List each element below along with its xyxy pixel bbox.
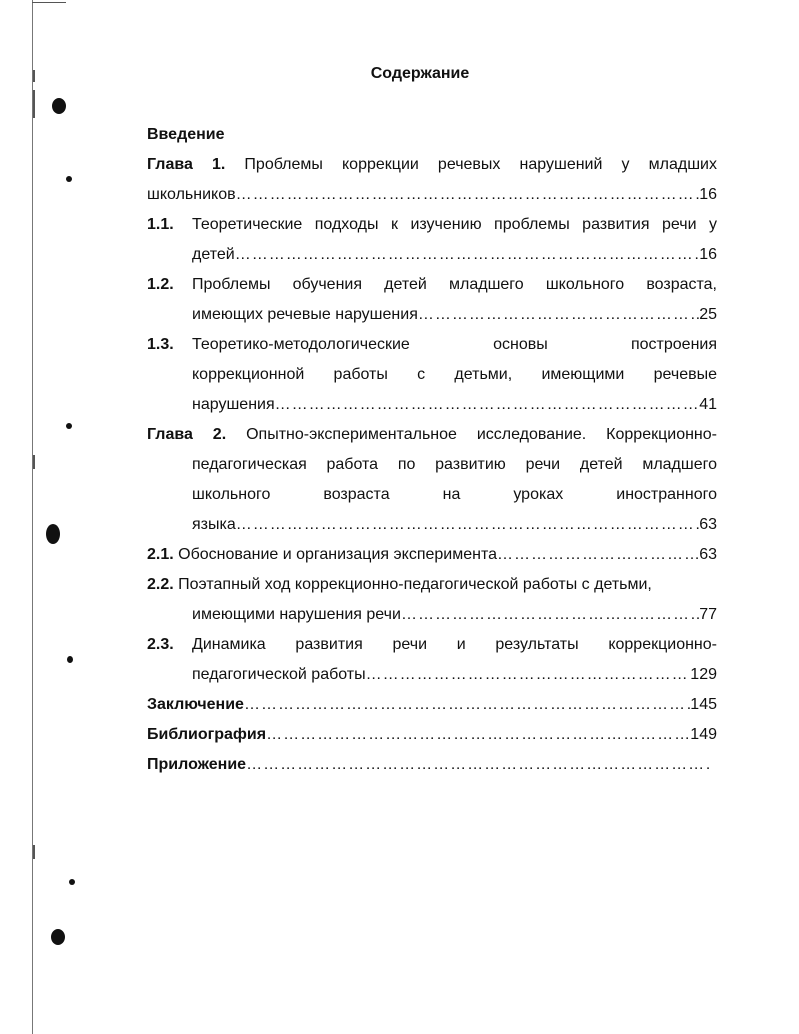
toc-conclusion <box>147 690 717 720</box>
scan-mark <box>33 845 35 859</box>
leader-dots <box>236 510 699 540</box>
section-title-cont: педагогической работы <box>192 666 366 683</box>
chapter-title-cont: педагогическая работа по развитию речи детей младшего <box>192 456 717 473</box>
section-number: 2.3. <box>147 636 174 653</box>
leader-dots <box>401 600 699 630</box>
toc-section-1-2 <box>147 270 717 300</box>
page-title: Содержание <box>370 65 470 82</box>
toc-section-2-2 <box>147 570 717 600</box>
scan-speck <box>69 879 75 885</box>
page-number: 25 <box>699 306 717 323</box>
section-title: Динамика развития речи и результаты коррекционно- <box>192 636 717 653</box>
toc-section-2-3 <box>147 630 717 660</box>
scan-mark <box>33 455 35 469</box>
toc-chapter-2-cont <box>147 510 717 540</box>
page-edge-line <box>32 0 33 1034</box>
chapter-label: Глава 1. <box>147 156 226 173</box>
page-number: 149 <box>690 726 717 743</box>
section-title-cont: коррекционной работы с детьми, имеющими речевые <box>192 366 717 383</box>
appendix-title: Приложение <box>147 756 247 773</box>
chapter-label: Глава 2. <box>147 426 227 443</box>
chapter-title-cont: школьников <box>147 186 236 203</box>
section-title: Проблемы обучения детей младшего школьного возраста, <box>192 276 717 293</box>
toc-chapter-2-cont <box>147 480 717 510</box>
section-number: 1.2. <box>147 276 174 293</box>
section-number: 2.2. <box>147 576 174 593</box>
section-title: Обоснование и организация эксперимента <box>178 546 498 563</box>
leader-dots <box>244 690 690 720</box>
toc-section-1-3 <box>147 330 717 360</box>
page-corner-line <box>32 2 66 3</box>
page-number: 63 <box>699 516 717 533</box>
section-title-cont: нарушения <box>192 396 275 413</box>
scan-speck <box>67 656 73 663</box>
scan-mark <box>33 90 35 118</box>
toc-section-2-1 <box>147 540 717 570</box>
toc-appendix <box>147 750 712 780</box>
page-number: 145 <box>690 696 717 713</box>
toc-section-2-3-cont <box>147 660 717 690</box>
page-number: 63 <box>699 546 717 563</box>
section-title-cont: детей <box>192 246 235 263</box>
leader-dots <box>275 390 700 420</box>
toc-bibliography <box>147 720 717 750</box>
toc-section-2-2-cont <box>147 600 717 630</box>
page-number: 16 <box>699 186 717 203</box>
toc-intro: Введение <box>147 126 225 143</box>
toc-chapter-1-cont <box>147 180 717 210</box>
scan-speck <box>66 176 72 182</box>
chapter-title: Проблемы коррекции речевых нарушений у младших <box>244 156 717 173</box>
toc-section-1-2-cont <box>147 300 717 330</box>
chapter-title-cont: языка <box>192 516 236 533</box>
section-title: Поэтапный ход коррекционно-педагогической работы с детьми, <box>178 576 652 593</box>
table-of-contents <box>147 120 717 780</box>
conclusion-title: Заключение <box>147 696 244 713</box>
toc-chapter-2 <box>147 420 717 450</box>
leader-dots <box>497 540 699 570</box>
section-number: 1.1. <box>147 216 174 233</box>
section-title-cont: имеющими нарушения речи <box>192 606 401 623</box>
section-title: Теоретические подходы к изучению проблемы развития речи у <box>192 216 717 233</box>
toc-section-1-3-cont <box>147 360 717 390</box>
page-number: 77 <box>699 606 717 623</box>
toc-chapter-1 <box>147 150 717 180</box>
section-number: 2.1. <box>147 546 174 563</box>
leader-dots <box>235 240 700 270</box>
leader-dots <box>366 660 691 690</box>
chapter-title-cont: школьного возраста на уроках иностранного <box>192 486 717 503</box>
section-number: 1.3. <box>147 336 174 353</box>
page-number: 41 <box>699 396 717 413</box>
section-title-cont: имеющих речевые нарушения <box>192 306 418 323</box>
leader-dots <box>418 300 699 330</box>
chapter-title: Опытно-экспериментальное исследование. Коррекционно- <box>246 426 717 443</box>
leader-dots <box>246 750 712 780</box>
scan-speck <box>66 423 72 429</box>
toc-section-1-1-cont <box>147 240 717 270</box>
toc-section-1-3-cont <box>147 390 717 420</box>
leader-dots <box>266 720 690 750</box>
bibliography-title: Библиография <box>147 726 267 743</box>
scan-speck <box>46 524 60 544</box>
section-title: Теоретико-методологические основы построения <box>192 336 717 353</box>
scan-speck <box>52 98 66 114</box>
page-number: 129 <box>690 666 717 683</box>
toc-section-1-1 <box>147 210 717 240</box>
leader-dots <box>236 180 700 210</box>
page-number: 16 <box>699 246 717 263</box>
scan-speck <box>51 929 65 945</box>
toc-chapter-2-cont <box>147 450 717 480</box>
